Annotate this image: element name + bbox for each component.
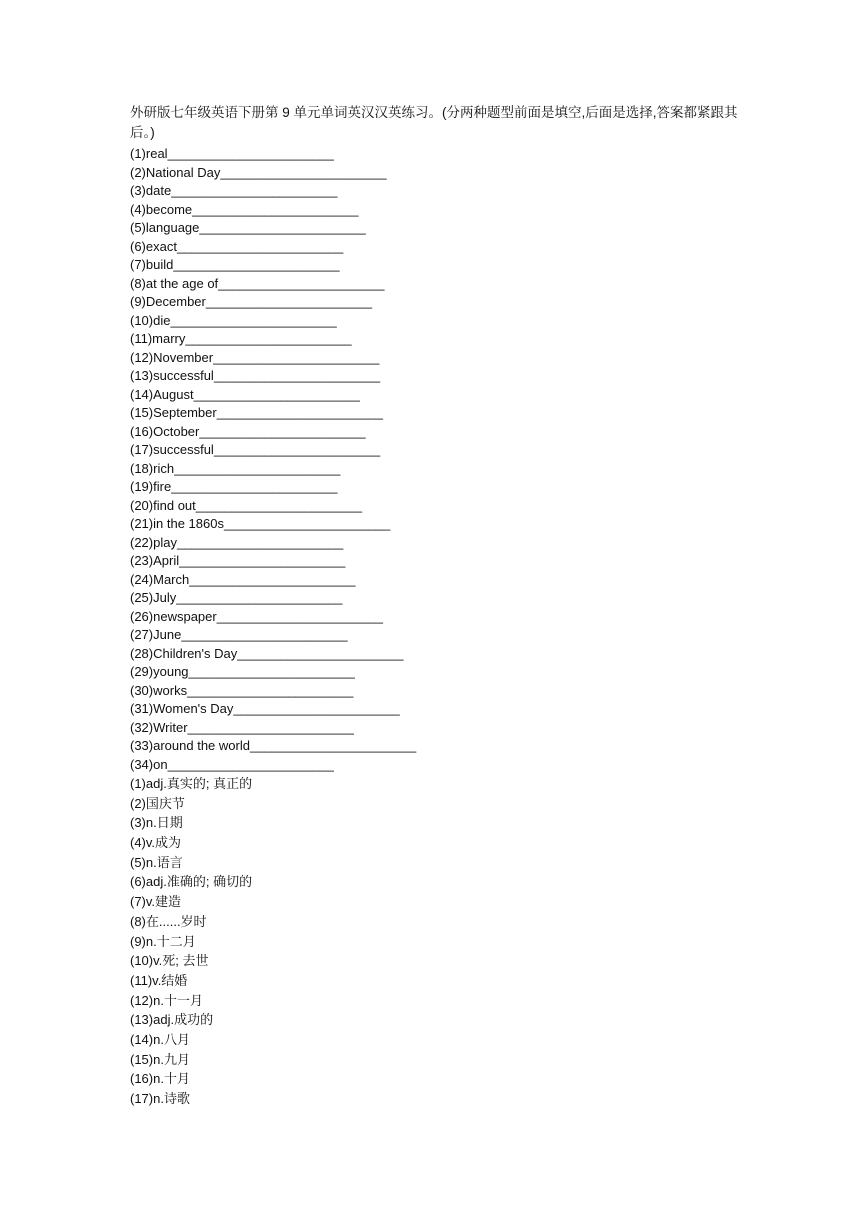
fill-in-term: (20)find out xyxy=(130,497,196,513)
translation-item: (13)adj.成功的 xyxy=(130,1012,214,1028)
answer-blank: _______________________ xyxy=(176,238,344,254)
answer-blank: _______________________ xyxy=(176,534,344,550)
fill-in-item xyxy=(130,460,752,479)
fill-in-item xyxy=(130,756,752,775)
fill-in-term: (33)around the world xyxy=(130,738,250,753)
fill-in-term: (24)March xyxy=(130,571,190,587)
fill-in-item xyxy=(130,256,752,275)
translation-item: (3)n.日期 xyxy=(130,815,183,831)
fill-in-term: (9)December xyxy=(130,294,206,309)
fill-in-term: (25)July xyxy=(130,590,177,605)
fill-in-term: (8)at the age of xyxy=(130,275,219,291)
fill-in-item xyxy=(130,515,752,534)
fill-in-term: (7)build xyxy=(130,257,174,272)
answer-blank: _______________________ xyxy=(199,220,366,235)
fill-in-term: (2)National Day xyxy=(130,164,221,180)
answer-blank: _______________________ xyxy=(181,627,348,642)
translation-item: (1)adj.真实的; 真正的 xyxy=(130,776,253,791)
fill-in-item xyxy=(130,293,752,312)
answer-blank: _______________________ xyxy=(213,442,381,457)
fill-in-item xyxy=(130,719,752,738)
answer-blank: _______________________ xyxy=(173,257,340,272)
translation-item: (4)v.成为 xyxy=(130,835,182,851)
fill-in-item xyxy=(130,589,752,608)
fill-in-term: (16)October xyxy=(130,423,200,439)
fill-in-blank-list xyxy=(130,145,752,774)
fill-in-term: (23)April xyxy=(130,553,180,568)
translation-item: (17)n.诗歌 xyxy=(130,1091,190,1106)
fill-in-term: (32)Writer xyxy=(130,719,188,735)
answer-blank: _______________________ xyxy=(216,405,384,420)
fill-in-item xyxy=(130,645,752,664)
fill-in-item xyxy=(130,626,752,645)
answer-blank: _______________________ xyxy=(187,719,354,735)
translation-item: (10)v.死; 去世 xyxy=(130,953,209,969)
fill-in-item xyxy=(130,312,752,331)
answer-blank: _______________________ xyxy=(195,497,363,513)
fill-in-term: (4)become xyxy=(130,201,193,217)
answer-blank: _______________________ xyxy=(223,516,391,531)
answer-blank: _______________________ xyxy=(193,386,360,402)
fill-in-item xyxy=(130,571,752,590)
fill-in-item xyxy=(130,238,752,257)
translation-item: (11)v.结婚 xyxy=(130,972,188,988)
answer-blank: _______________________ xyxy=(167,756,334,772)
answer-blank: _______________________ xyxy=(188,664,355,679)
fill-in-term: (5)language xyxy=(130,220,200,235)
fill-in-term: (17)successful xyxy=(130,442,214,457)
fill-in-term: (14)August xyxy=(130,386,194,402)
fill-in-item xyxy=(130,608,752,627)
fill-in-item xyxy=(130,497,752,516)
fill-in-item xyxy=(130,145,752,164)
fill-in-term: (6)exact xyxy=(130,238,177,254)
fill-in-item xyxy=(130,275,752,294)
fill-in-item xyxy=(130,201,752,220)
translation-item: (7)v.建造 xyxy=(130,894,182,910)
fill-in-term: (1)real xyxy=(130,146,168,161)
fill-in-term: (11)marry xyxy=(130,331,186,346)
worksheet-title: 外研版七年级英语下册第 9 单元单词英汉汉英练习。(分两种题型前面是填空,后面是选择,答案都紧跟其后。) xyxy=(130,105,738,140)
fill-in-term: (12)November xyxy=(130,349,214,365)
fill-in-item xyxy=(130,737,752,756)
answer-blank: _______________________ xyxy=(185,331,352,346)
answer-blank: _______________________ xyxy=(179,553,346,568)
fill-in-item xyxy=(130,164,752,183)
answer-blank: _______________________ xyxy=(176,590,343,605)
answer-blank: _______________________ xyxy=(174,460,341,476)
fill-in-term: (22)play xyxy=(130,534,177,550)
fill-in-term: (3)date xyxy=(130,183,172,198)
answer-blank: _______________________ xyxy=(171,183,338,198)
fill-in-item xyxy=(130,534,752,553)
translation-item: (14)n.八月 xyxy=(130,1031,190,1047)
fill-in-term: (34)on xyxy=(130,756,168,772)
answer-blank: _______________________ xyxy=(189,571,356,587)
fill-in-term: (31)Women's Day xyxy=(130,701,234,716)
answer-blank: _______________________ xyxy=(237,645,404,661)
answer-blank: _______________________ xyxy=(216,608,384,624)
answer-blank: _______________________ xyxy=(249,738,417,753)
fill-in-term: (19)fire xyxy=(130,479,172,494)
translation-item: (9)n.十二月 xyxy=(130,933,196,949)
fill-in-term: (10)die xyxy=(130,312,171,328)
fill-in-item xyxy=(130,478,752,497)
answer-blank: _______________________ xyxy=(213,349,380,365)
translation-item: (2)国庆节 xyxy=(130,795,185,811)
answer-blank: _______________________ xyxy=(218,275,385,291)
answer-blank: _______________________ xyxy=(220,164,387,180)
answer-blank: _______________________ xyxy=(233,701,400,716)
fill-in-term: (21)in the 1860s xyxy=(130,516,224,531)
fill-in-item xyxy=(130,682,752,701)
translation-item: (12)n.十一月 xyxy=(130,992,203,1008)
fill-in-item xyxy=(130,367,752,386)
fill-in-item xyxy=(130,386,752,405)
fill-in-term: (26)newspaper xyxy=(130,608,217,624)
answer-blank: _______________________ xyxy=(192,201,359,217)
fill-in-item xyxy=(130,404,752,423)
fill-in-item xyxy=(130,700,752,719)
answer-blank: _______________________ xyxy=(205,294,373,309)
answer-blank: _______________________ xyxy=(187,682,354,698)
fill-in-term: (15)September xyxy=(130,405,217,420)
fill-in-item xyxy=(130,182,752,201)
fill-in-item xyxy=(130,552,752,571)
fill-in-item xyxy=(130,663,752,682)
fill-in-item xyxy=(130,423,752,442)
translation-item: (8)在......岁时 xyxy=(130,913,207,929)
answer-blank: _______________________ xyxy=(199,423,366,439)
fill-in-term: (28)Children's Day xyxy=(130,645,238,661)
answer-blank: _______________________ xyxy=(167,146,334,161)
answer-blank: _______________________ xyxy=(171,479,338,494)
answer-blank: _______________________ xyxy=(213,368,381,383)
fill-in-term: (27)June xyxy=(130,627,182,642)
fill-in-item xyxy=(130,330,752,349)
translation-item: (6)adj.准确的; 确切的 xyxy=(130,874,253,890)
worksheet-page xyxy=(130,103,752,1109)
translation-list xyxy=(130,774,752,1109)
fill-in-item xyxy=(130,349,752,368)
answer-blank: _______________________ xyxy=(170,312,337,328)
translation-item: (5)n.语言 xyxy=(130,854,183,870)
translation-item: (15)n.九月 xyxy=(130,1051,190,1067)
fill-in-term: (18)rich xyxy=(130,460,175,476)
fill-in-term: (13)successful xyxy=(130,368,214,383)
fill-in-item xyxy=(130,219,752,238)
fill-in-item xyxy=(130,441,752,460)
fill-in-term: (30)works xyxy=(130,682,188,698)
translation-item: (16)n.十月 xyxy=(130,1071,190,1087)
fill-in-term: (29)young xyxy=(130,664,189,679)
